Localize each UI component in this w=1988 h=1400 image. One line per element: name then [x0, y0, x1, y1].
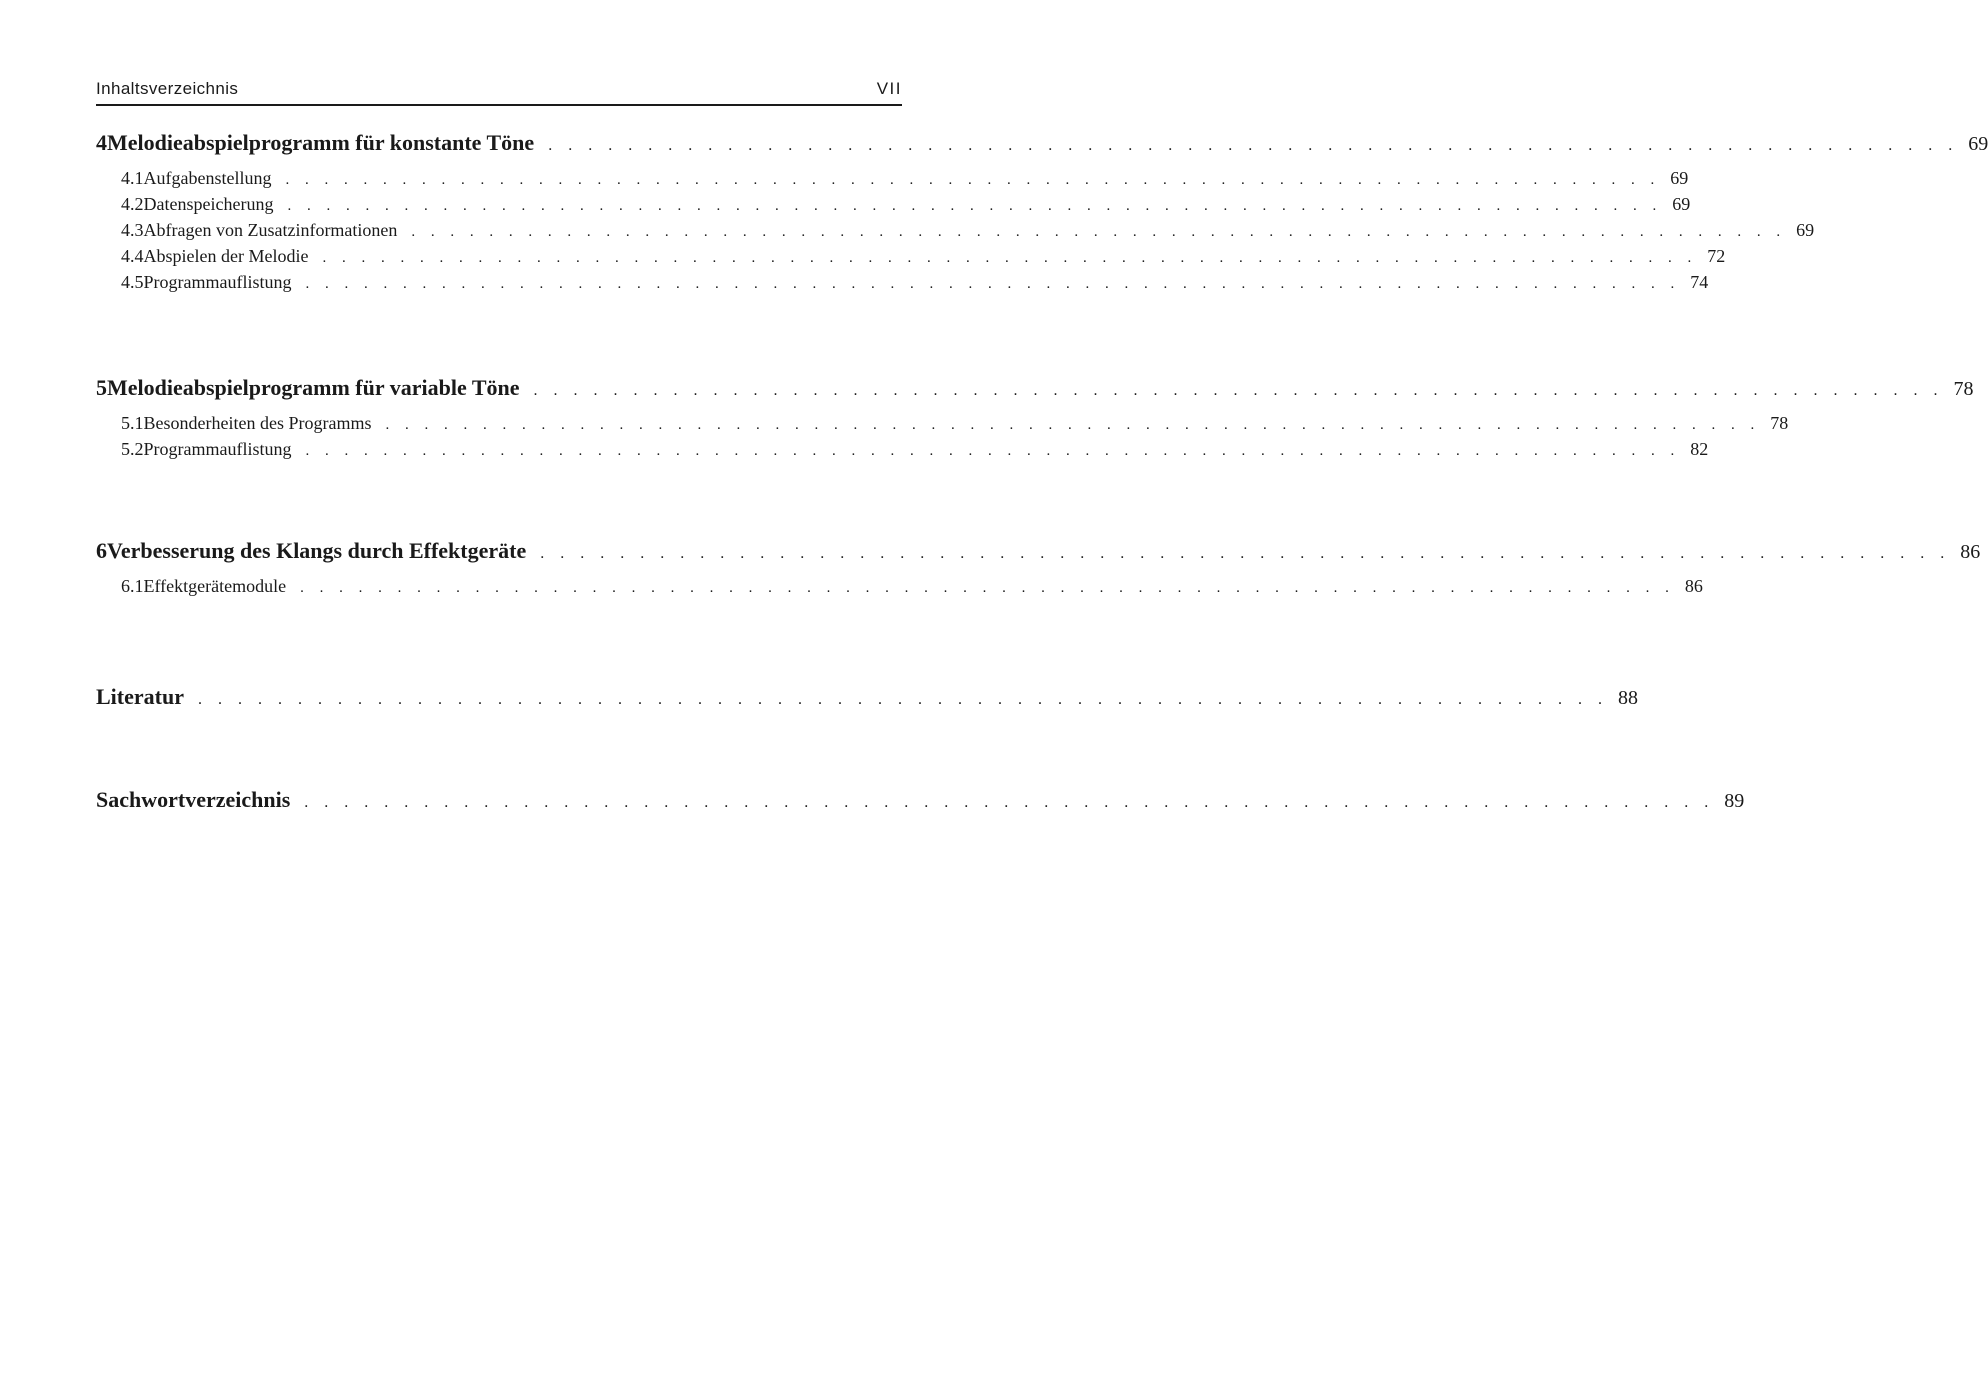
dot-leader: . . . . . . . . . . . . . . . . . . . . . . . . . . . . . . . . . . . . . . . . . . . . . . . . . . . . . . . . . . . . . . . . . . . . . . . [305, 443, 1681, 459]
section-page: 69 [1796, 220, 1815, 240]
toc-section-5-2[interactable] [121, 439, 1709, 463]
section-title: Programmauflistung [143, 439, 292, 459]
dot-leader: . . . . . . . . . . . . . . . . . . . . . . . . . . . . . . . . . . . . . . . . . . . . . . . . . . . . . . . . . . . . . . . . . . . . . . . [300, 580, 1675, 596]
toc-section-4-2[interactable] [121, 194, 1691, 218]
back-matter-page: 88 [1617, 687, 1638, 709]
chapter-number: 5 [96, 375, 107, 400]
toc-section-4-3[interactable] [121, 220, 1815, 244]
dot-leader: . . . . . . . . . . . . . . . . . . . . . . . . . . . . . . . . . . . . . . . . . . . . . . . . . . . . . . . . . . . . . . . . . . . . . . . [548, 137, 1959, 154]
section-page: 78 [1770, 413, 1789, 433]
chapter-title: Melodieabspielprogramm für konstante Töne [107, 130, 535, 155]
toc-section-5-1[interactable] [121, 413, 1789, 437]
back-matter-title: Sachwortverzeichnis [96, 787, 291, 812]
toc-section-4-4[interactable] [121, 246, 1726, 270]
section-number: 5.2 [121, 439, 144, 459]
dot-leader: . . . . . . . . . . . . . . . . . . . . . . . . . . . . . . . . . . . . . . . . . . . . . . . . . . . . . . . . . . . . . . . . . . . . . . . [287, 198, 1663, 214]
section-number: 5.1 [121, 413, 144, 433]
section-number: 6.1 [121, 576, 144, 596]
section-title: Abspielen der Melodie [143, 246, 309, 266]
section-title: Abfragen von Zusatzinformationen [143, 220, 398, 240]
section-page: 72 [1707, 246, 1726, 266]
dot-leader: . . . . . . . . . . . . . . . . . . . . . . . . . . . . . . . . . . . . . . . . . . . . . . . . . . . . . . . . . . . . . . . . . . . . . . . [285, 172, 1661, 188]
toc-section-4-1[interactable] [121, 168, 1689, 192]
section-number: 4.2 [121, 194, 144, 214]
chapter-page: 78 [1953, 378, 1974, 400]
section-number: 4.3 [121, 220, 144, 240]
section-title: Effektgerätemodule [143, 576, 287, 596]
chapter-number: 6 [96, 538, 107, 563]
section-number: 4.4 [121, 246, 144, 266]
toc-literatur[interactable] [96, 684, 1638, 714]
dot-leader: . . . . . . . . . . . . . . . . . . . . . . . . . . . . . . . . . . . . . . . . . . . . . . . . . . . . . . . . . . . . . . . . . . . . . . . [304, 794, 1715, 811]
chapter-title: Verbesserung des Klangs durch Effektgeräte [107, 538, 527, 563]
chapter-page: 69 [1968, 133, 1988, 155]
section-number: 4.5 [121, 272, 144, 292]
section-page: 69 [1672, 194, 1691, 214]
dot-leader: . . . . . . . . . . . . . . . . . . . . . . . . . . . . . . . . . . . . . . . . . . . . . . . . . . . . . . . . . . . . . . . . . . . . . . . [411, 224, 1787, 240]
back-matter-page: 89 [1724, 790, 1745, 812]
dot-leader: . . . . . . . . . . . . . . . . . . . . . . . . . . . . . . . . . . . . . . . . . . . . . . . . . . . . . . . . . . . . . . . . . . . . . . . [540, 545, 1951, 562]
chapter-title: Melodieabspielprogramm für variable Töne [107, 375, 520, 400]
toc-section-6-1[interactable] [121, 576, 1703, 600]
running-head-title: Inhaltsverzeichnis [96, 79, 239, 98]
toc-chapter-5[interactable] [96, 375, 1974, 405]
section-page: 69 [1670, 168, 1689, 188]
dot-leader: . . . . . . . . . . . . . . . . . . . . . . . . . . . . . . . . . . . . . . . . . . . . . . . . . . . . . . . . . . . . . . . . . . . . . . . [385, 417, 1761, 433]
chapter-number: 4 [96, 130, 107, 155]
toc-chapter-4[interactable] [96, 130, 1988, 160]
toc-section-4-5[interactable] [121, 272, 1709, 296]
section-title: Programmauflistung [143, 272, 292, 292]
chapter-page: 86 [1960, 541, 1981, 563]
section-number: 4.1 [121, 168, 144, 188]
back-matter-title: Literatur [96, 684, 184, 709]
dot-leader: . . . . . . . . . . . . . . . . . . . . . . . . . . . . . . . . . . . . . . . . . . . . . . . . . . . . . . . . . . . . . . . . . . . . . . . [305, 276, 1681, 292]
toc-chapter-6[interactable] [96, 538, 1981, 568]
dot-leader: . . . . . . . . . . . . . . . . . . . . . . . . . . . . . . . . . . . . . . . . . . . . . . . . . . . . . . . . . . . . . . . . . . . . . . . [322, 250, 1698, 266]
section-page: 82 [1690, 439, 1709, 459]
toc-sachwortverzeichnis[interactable] [96, 787, 1745, 817]
section-title: Besonderheiten des Programms [143, 413, 372, 433]
section-title: Datenspeicherung [143, 194, 274, 214]
section-title: Aufgabenstellung [143, 168, 272, 188]
section-page: 74 [1690, 272, 1709, 292]
running-head [96, 78, 902, 106]
section-page: 86 [1684, 576, 1703, 596]
dot-leader: . . . . . . . . . . . . . . . . . . . . . . . . . . . . . . . . . . . . . . . . . . . . . . . . . . . . . . . . . . . . . . . . . . . . . . . [197, 691, 1608, 708]
page-number: VII [876, 79, 902, 98]
dot-leader: . . . . . . . . . . . . . . . . . . . . . . . . . . . . . . . . . . . . . . . . . . . . . . . . . . . . . . . . . . . . . . . . . . . . . . . [533, 382, 1944, 399]
